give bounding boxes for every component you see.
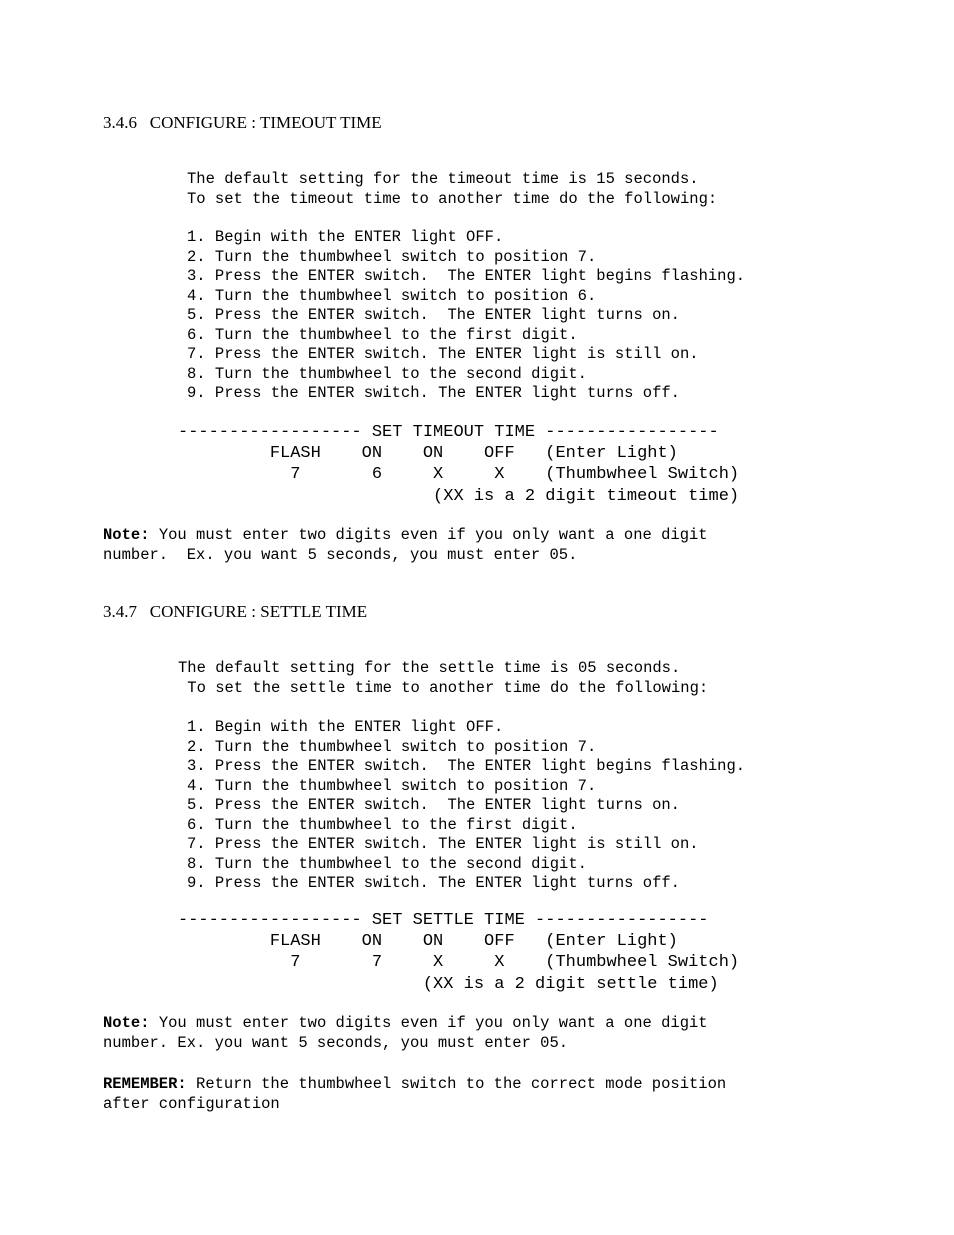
timeout-steps-list	[187, 228, 745, 404]
settle-table	[178, 910, 739, 995]
list-item: 4. Turn the thumbwheel switch to position 6.	[187, 286, 597, 305]
table-row: 7 6 X X (Thumbwheel Switch)	[178, 465, 740, 485]
list-item: 8. Turn the thumbwheel to the second digit.	[187, 854, 587, 873]
settle-intro-line: To set the settle time to another time do the following:	[178, 678, 709, 697]
list-item: 9. Press the ENTER switch. The ENTER light turns off.	[187, 874, 680, 892]
list-item: 1. Begin with the ENTER light OFF.	[187, 228, 504, 246]
list-item: 1. Begin with the ENTER light OFF.	[187, 718, 504, 736]
timeout-table	[178, 422, 739, 507]
list-item: 2. Turn the thumbwheel switch to position 7.	[187, 737, 597, 756]
list-item: 7. Press the ENTER switch. The ENTER light is still on.	[187, 835, 699, 853]
list-item: 3. Press the ENTER switch. The ENTER light begins flashing.	[187, 757, 746, 775]
section-heading-timeout: 3.4.6 CONFIGURE : TIMEOUT TIME	[103, 113, 382, 132]
list-item: 6. Turn the thumbwheel to the first digit.	[187, 325, 578, 344]
settle-intro	[178, 659, 708, 698]
table-row: 7 7 X X (Thumbwheel Switch)	[178, 953, 740, 973]
section-heading-settle: 3.4.7 CONFIGURE : SETTLE TIME	[103, 602, 368, 621]
list-item: 6. Turn the thumbwheel to the first digit.	[187, 815, 578, 834]
timeout-note	[103, 526, 708, 565]
note-label: Note:	[103, 1014, 150, 1032]
list-item: 9. Press the ENTER switch. The ENTER light turns off.	[187, 384, 680, 402]
table-row: (XX is a 2 digit settle time)	[178, 974, 719, 994]
table-row: FLASH ON ON OFF (Enter Light)	[178, 932, 678, 952]
timeout-intro	[187, 170, 717, 209]
settle-note	[103, 1014, 708, 1053]
table-row: FLASH ON ON OFF (Enter Light)	[178, 444, 678, 464]
table-row: (XX is a 2 digit timeout time)	[178, 486, 740, 506]
list-item: 5. Press the ENTER switch. The ENTER light turns on.	[187, 306, 680, 324]
list-item: 4. Turn the thumbwheel switch to position 7.	[187, 776, 597, 795]
list-item: 2. Turn the thumbwheel switch to position 7.	[187, 247, 597, 266]
list-item: 5. Press the ENTER switch. The ENTER light turns on.	[187, 796, 680, 814]
timeout-intro-line: The default setting for the timeout time is 15 seconds.	[187, 170, 699, 188]
note-text: number. Ex. you want 5 seconds, you must enter 05.	[103, 545, 578, 564]
note-label: Note:	[103, 526, 150, 544]
note-text: number. Ex. you want 5 seconds, you must enter 05.	[103, 1033, 569, 1052]
list-item: 3. Press the ENTER switch. The ENTER light begins flashing.	[187, 267, 746, 285]
list-item: 8. Turn the thumbwheel to the second digit.	[187, 364, 587, 383]
settle-steps-list	[187, 718, 745, 894]
remember-text: Return the thumbwheel switch to the correct mode position	[186, 1075, 727, 1093]
table-row: ------------------ SET SETTLE TIME -----------------	[178, 911, 709, 930]
remember-text: after configuration	[103, 1094, 280, 1113]
list-item: 7. Press the ENTER switch. The ENTER light is still on.	[187, 345, 699, 363]
remember-note	[103, 1075, 726, 1114]
timeout-intro-line: To set the timeout time to another time do the following:	[187, 189, 718, 208]
remember-label: REMEMBER:	[103, 1075, 187, 1093]
note-text: You must enter two digits even if you only want a one digit	[149, 526, 708, 544]
note-text: You must enter two digits even if you only want a one digit	[149, 1014, 708, 1032]
table-row: ------------------ SET TIMEOUT TIME -----------------	[178, 423, 719, 442]
settle-intro-line: The default setting for the settle time is 05 seconds.	[178, 659, 681, 677]
